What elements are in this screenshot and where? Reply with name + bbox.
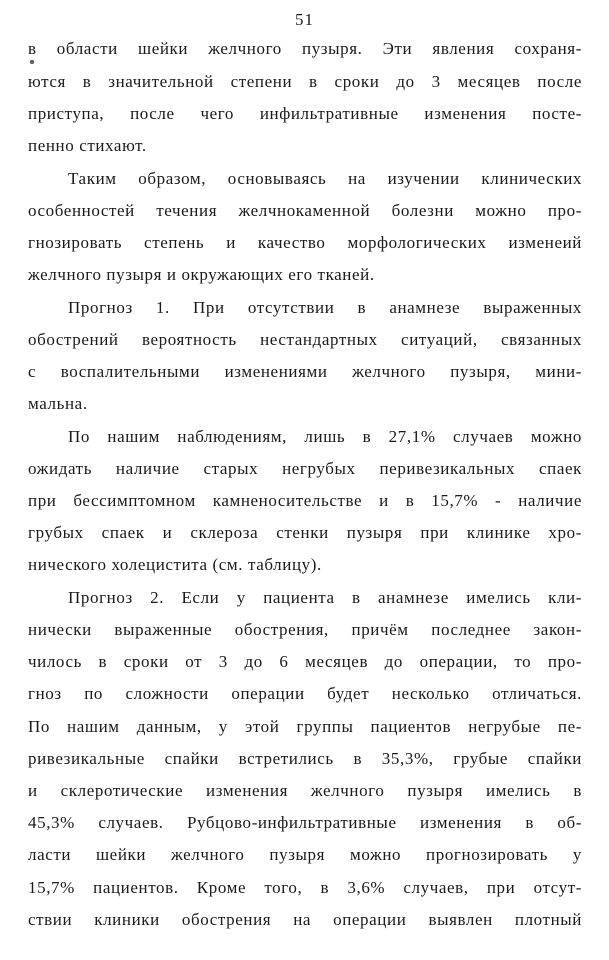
text-line: обострений вероятность нестандартных ситуаций, связанных	[28, 330, 582, 349]
text-line: ласти шейки желчного пузыря можно прогнозировать у	[28, 845, 582, 864]
text-line: Таким образом, основываясь на изучении клинических	[68, 169, 582, 188]
text-line: гнозировать степень и качество морфологических изменеий	[28, 233, 582, 252]
text-line: в области шейки желчного пузыря. Эти явления сохраня-	[28, 39, 582, 58]
text-line: грубых спаек и склероза стенки пузыря при клинике хро-	[28, 523, 582, 542]
text-line: гноз по сложности операции будет несколько отличаться.	[28, 684, 582, 703]
text-line: ются в значительной степени в сроки до 3 месяцев после	[28, 72, 582, 91]
text-line: и склеротические изменения желчного пузыря имелись в	[28, 781, 582, 800]
text-line: особенностей течения желчнокаменной болезни можно про-	[28, 201, 582, 220]
text-line: ривезикальные спайки встретились в 35,3%, грубые спайки	[28, 749, 582, 768]
text-line: пенно стихают.	[28, 136, 147, 155]
text-line: желчного пузыря и окружающих его тканей.	[28, 265, 375, 284]
text-line: По нашим наблюдениям, лишь в 27,1% случаев можно	[68, 427, 582, 446]
text-line: с воспалительными изменениями желчного пузыря, мини-	[28, 362, 582, 381]
text-line: нически выраженные обострения, причём последнее закон-	[28, 620, 582, 639]
text-line: чилось в сроки от 3 до 6 месяцев до операции, то про-	[28, 652, 582, 671]
text-line: ожидать наличие старых негрубых перивезикальных спаек	[28, 459, 582, 478]
text-line: нического холецистита (см. таблицу).	[28, 555, 322, 574]
text-line: 45,3% случаев. Рубцово-инфильтративные изменения в об-	[28, 813, 582, 832]
text-line: Прогноз 1. При отсутствии в анамнезе выраженных	[68, 298, 582, 317]
text-line: 15,7% пациентов. Кроме того, в 3,6% случаев, при отсут-	[28, 878, 582, 897]
text-line: Прогноз 2. Если у пациента в анамнезе имелись кли-	[68, 588, 582, 607]
text-line: при бессимптомном камненосительстве и в 15,7% - наличие	[28, 491, 582, 510]
text-line: мальна.	[28, 394, 88, 413]
page-number: 51	[295, 10, 314, 29]
text-line: ствии клиники обострения на операции выявлен плотный	[28, 910, 582, 929]
text-line: По нашим данным, у этой группы пациентов негрубые пе-	[28, 717, 582, 736]
text-line: приступа, после чего инфильтративные изменения посте-	[28, 104, 582, 123]
